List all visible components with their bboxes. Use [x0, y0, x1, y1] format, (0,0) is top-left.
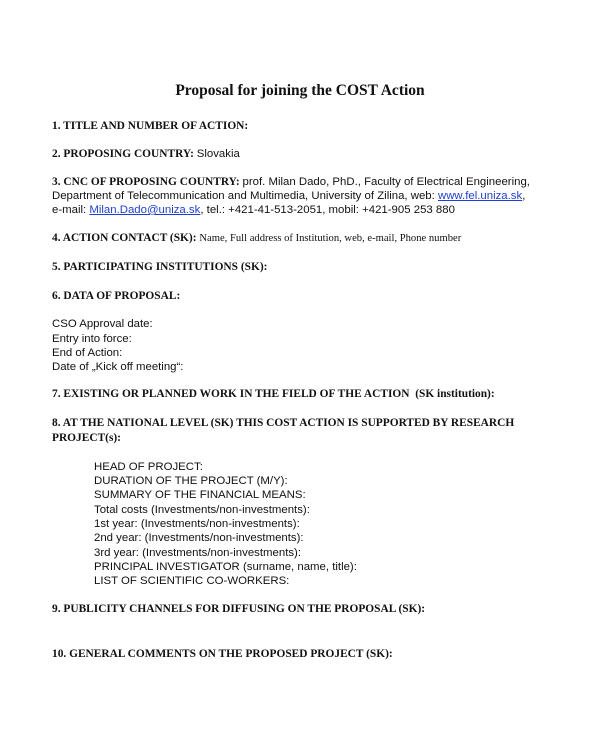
contact-phones: , tel.: +421-41-513-2051, mobil: +421-905 253 880: [200, 204, 455, 216]
scientific-co-workers: LIST OF SCIENTIFIC CO-WORKERS:: [94, 575, 290, 587]
section-3-heading: 3. CNC OF PROPOSING COUNTRY:: [52, 176, 240, 188]
section-4: [52, 230, 461, 247]
financial-summary: SUMMARY OF THE FINANCIAL MEANS:: [94, 489, 306, 501]
end-of-action: End of Action:: [52, 347, 123, 359]
web-link-comma: ,: [522, 190, 526, 202]
second-year-costs: 2nd year: (Investments/non-investments):: [94, 532, 304, 544]
section-5-heading: 5. PARTICIPATING INSTITUTIONS (SK):: [52, 261, 268, 273]
section-7-suffix: (SK institution):: [415, 388, 495, 400]
section-2-heading: 2. PROPOSING COUNTRY:: [52, 148, 194, 160]
section-7: [52, 386, 495, 402]
section-10-heading: 10. GENERAL COMMENTS ON THE PROPOSED PROJECT (SK):: [52, 648, 393, 660]
cnc-department-text: Department of Telecommunication and Multimedia, University of Zilina, web:: [52, 190, 435, 202]
email-prefix: e-mail:: [52, 204, 87, 216]
first-year-costs: 1st year: (Investments/non-investments):: [94, 518, 300, 530]
section-4-heading: 4. ACTION CONTACT (SK):: [52, 232, 197, 244]
head-of-project: HEAD OF PROJECT:: [94, 461, 203, 473]
cso-approval-date: CSO Approval date:: [52, 318, 153, 330]
cnc-name-text: prof. Milan Dado, PhD., Faculty of Electrical Engineering,: [242, 176, 530, 188]
section-1-heading: 1. TITLE AND NUMBER OF ACTION:: [52, 120, 249, 132]
document-title: Proposal for joining the COST Action: [175, 82, 425, 99]
project-duration: DURATION OF THE PROJECT (M/Y):: [94, 475, 288, 487]
section-3-line-3: [52, 202, 455, 218]
entry-into-force: Entry into force:: [52, 333, 132, 345]
total-costs: Total costs (Investments/non-investments):: [94, 504, 310, 516]
section-8-heading-line-1: 8. AT THE NATIONAL LEVEL (SK) THIS COST ACTION IS SUPPORTED BY RESEARCH: [52, 417, 515, 429]
third-year-costs: 3rd year: (Investments/non-investments):: [94, 547, 302, 559]
section-8-heading-line-2: PROJECT(s):: [52, 432, 121, 444]
web-link[interactable]: www.fel.uniza.sk: [437, 190, 523, 202]
section-7-heading: 7. EXISTING OR PLANNED WORK IN THE FIELD OF THE ACTION: [52, 388, 410, 400]
section-2: [52, 146, 240, 162]
section-6-heading: 6. DATA OF PROPOSAL:: [52, 290, 181, 302]
section-9-heading: 9. PUBLICITY CHANNELS FOR DIFFUSING ON THE PROPOSAL (SK):: [52, 603, 426, 615]
kick-off-meeting-date: Date of „Kick off meeting“:: [52, 361, 184, 373]
action-contact-value: Name, Full address of Institution, web, e-mail, Phone number: [199, 233, 462, 244]
email-link[interactable]: Milan.Dado@uniza.sk: [89, 204, 201, 216]
proposing-country-value: Slovakia: [196, 148, 240, 160]
principal-investigator: PRINCIPAL INVESTIGATOR (surname, name, title):: [94, 561, 357, 573]
